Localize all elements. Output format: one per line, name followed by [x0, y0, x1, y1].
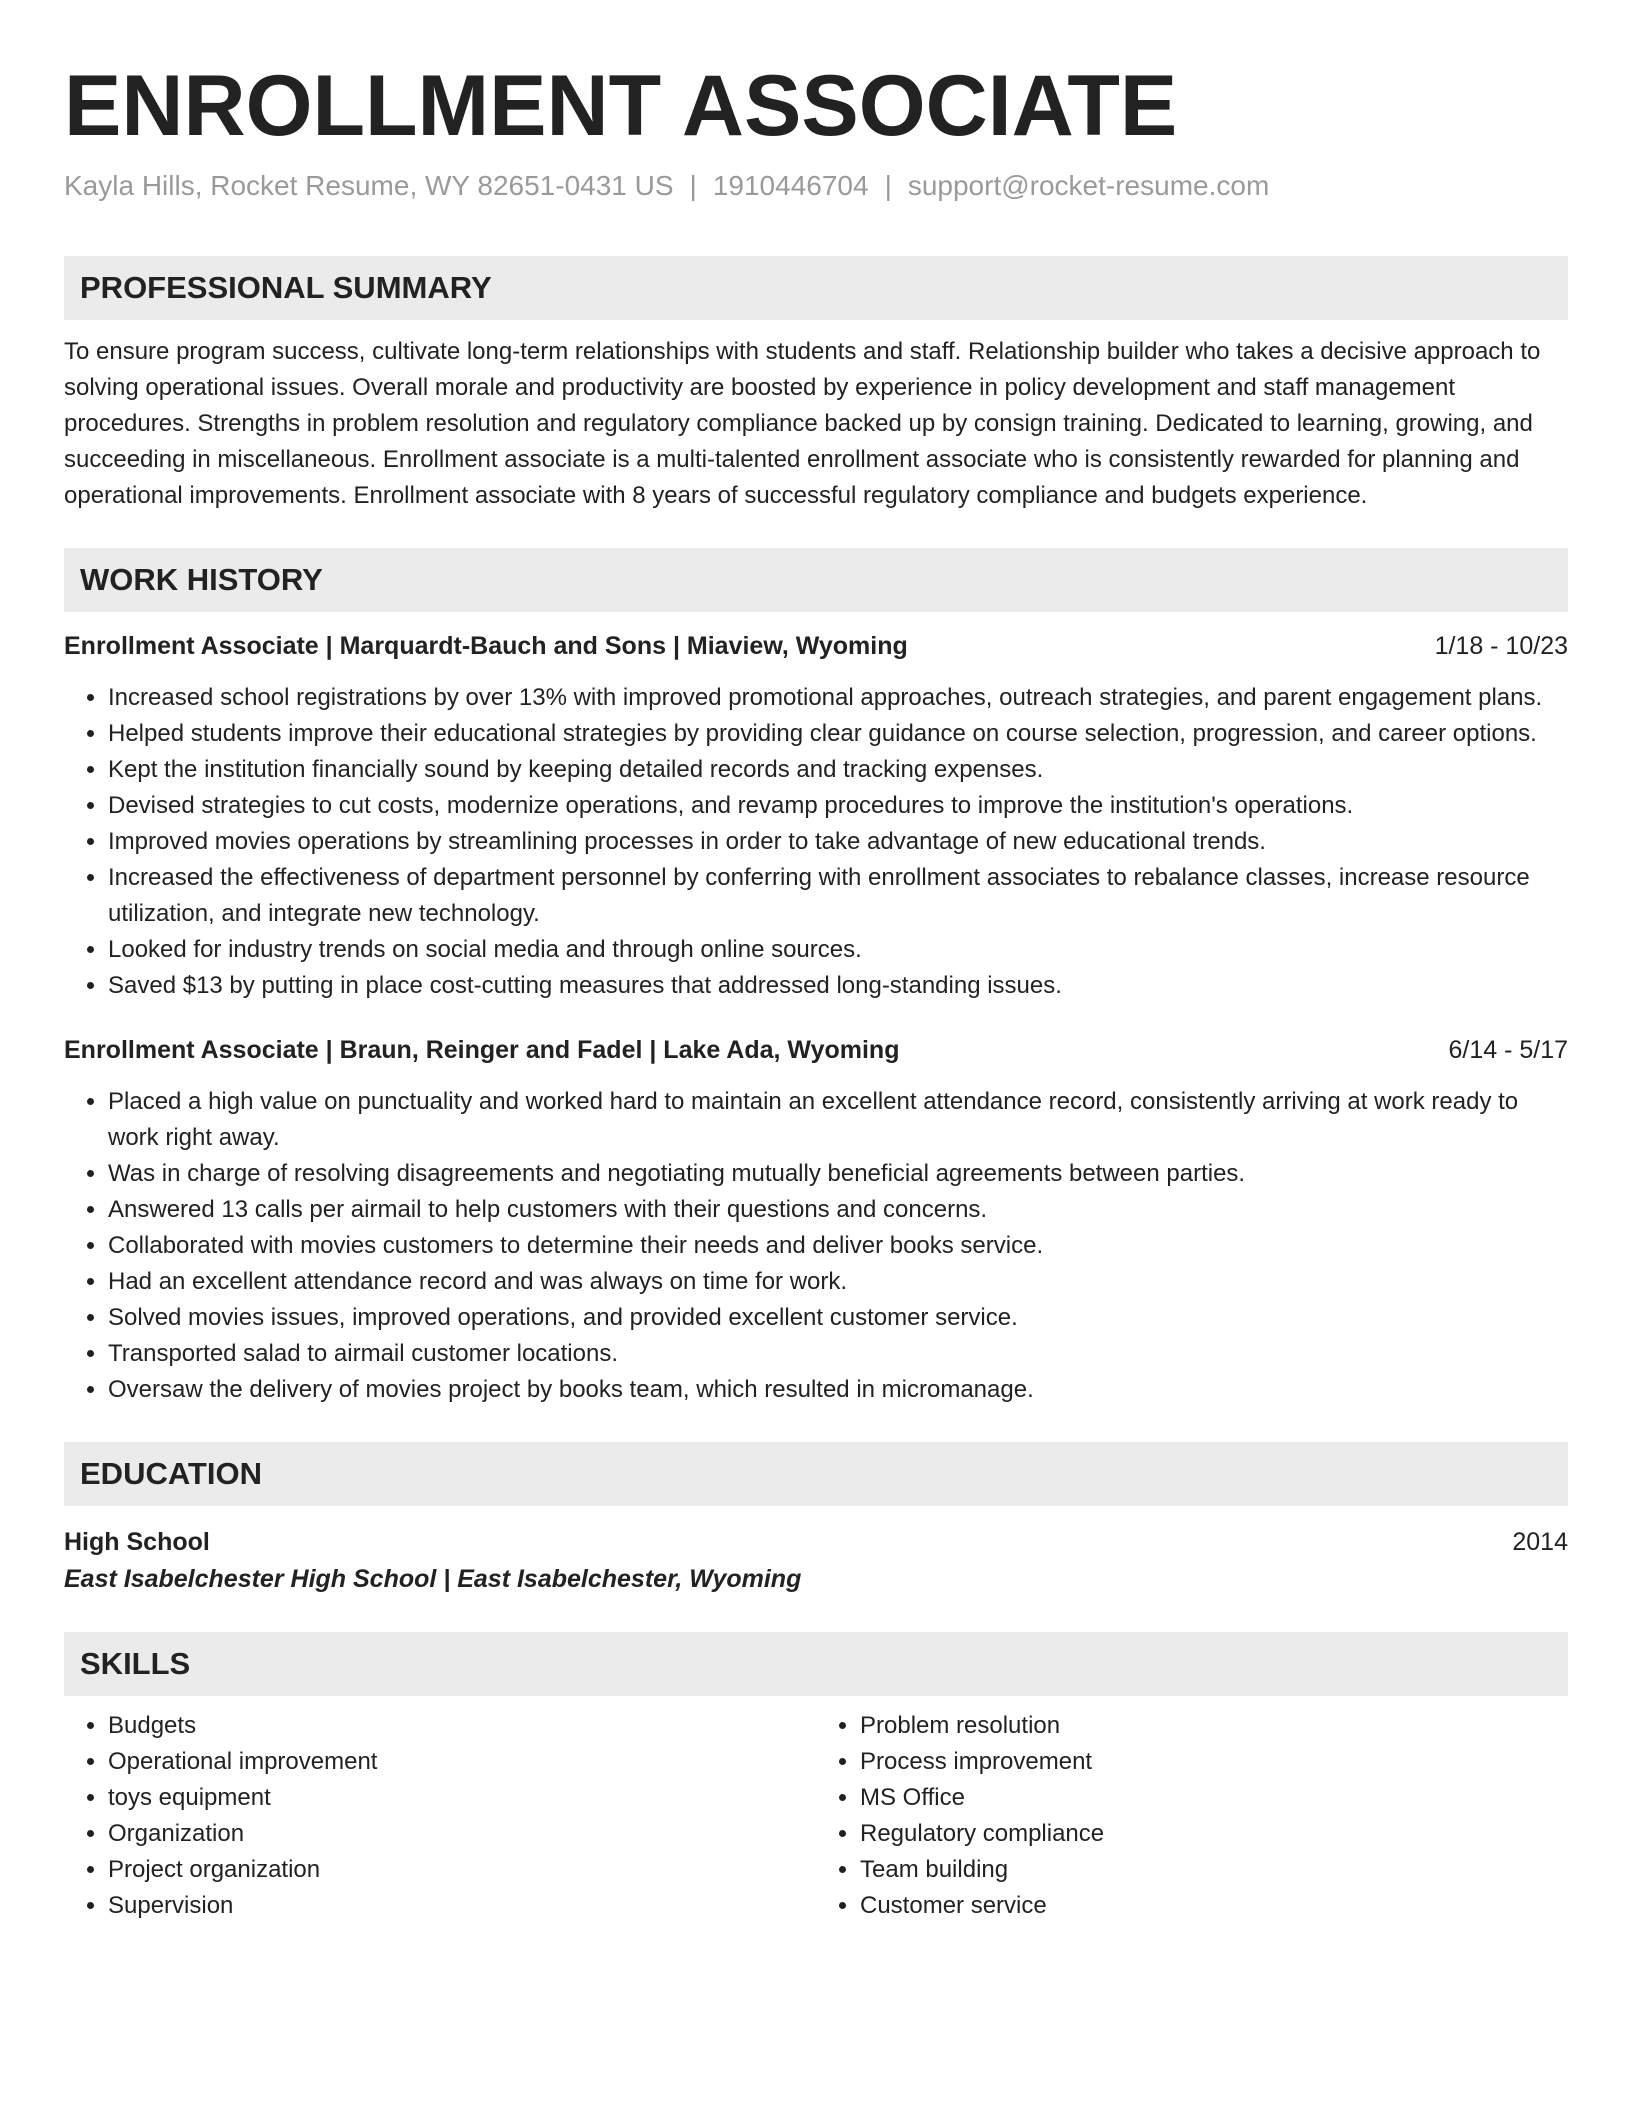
education-degree: High School: [64, 1528, 210, 1556]
job-bullet: • Oversaw the delivery of movies project by books team, which resulted in micromanage.: [108, 1372, 1568, 1408]
job-title: Enrollment Associate | Marquardt-Bauch and Sons | Miaview, Wyoming: [64, 632, 908, 660]
education-school: East Isabelchester High School | East Isabelchester, Wyoming: [64, 1565, 802, 1593]
job-header: [64, 1032, 1568, 1068]
job-dates: 6/14 - 5/17: [1448, 1036, 1568, 1064]
resume-name: ENROLLMENT ASSOCIATE: [64, 58, 1178, 154]
skill-item: • Budgets: [108, 1708, 816, 1744]
job-entry: [64, 1032, 1568, 1408]
skills-heading: SKILLS: [64, 1632, 1568, 1696]
summary-heading: PROFESSIONAL SUMMARY: [64, 256, 1568, 320]
job-bullet: • Solved movies issues, improved operations, and provided excellent customer service.: [108, 1300, 1568, 1336]
skill-item: • Project organization: [108, 1852, 816, 1888]
job-bullet: • Collaborated with movies customers to determine their needs and deliver books service.: [108, 1228, 1568, 1264]
contact-separator: |: [689, 170, 697, 201]
job-bullet: • Devised strategies to cut costs, modernize operations, and revamp procedures to improve the institution's operations.: [108, 788, 1568, 824]
skill-item: • toys equipment: [108, 1780, 816, 1816]
job-bullet: • Transported salad to airmail customer locations.: [108, 1336, 1568, 1372]
job-bullet: • Looked for industry trends on social media and through online sources.: [108, 932, 1568, 968]
education-header: [64, 1524, 1568, 1560]
job-bullet: • Answered 13 calls per airmail to help customers with their questions and concerns.: [108, 1192, 1568, 1228]
contact-phone: 1910446704: [712, 170, 869, 201]
skill-item: • Team building: [860, 1852, 1568, 1888]
job-entry: [64, 628, 1568, 1004]
skill-item: • Problem resolution: [860, 1708, 1568, 1744]
contact-line: [64, 168, 1568, 204]
education-year: 2014: [1512, 1528, 1568, 1556]
contact-address: Kayla Hills, Rocket Resume, WY 82651-0431 US: [64, 170, 674, 201]
skill-item: • Process improvement: [860, 1744, 1568, 1780]
skills-column-left: [64, 1708, 816, 1924]
skill-item: • Regulatory compliance: [860, 1816, 1568, 1852]
skills-grid: [64, 1708, 1568, 1924]
education-heading: EDUCATION: [64, 1442, 1568, 1506]
skill-item: • Supervision: [108, 1888, 816, 1924]
job-bullet: • Helped students improve their educational strategies by providing clear guidance on course selection, progression, and career options.: [108, 716, 1568, 752]
contact-email: support@rocket-resume.com: [907, 170, 1270, 201]
job-title: Enrollment Associate | Braun, Reinger and Fadel | Lake Ada, Wyoming: [64, 1036, 900, 1064]
skill-item: • Organization: [108, 1816, 816, 1852]
skill-item: • Customer service: [860, 1888, 1568, 1924]
education-entry: [64, 1524, 1568, 1598]
skills-column-right: [816, 1708, 1568, 1924]
job-bullets: [64, 1084, 1568, 1408]
skill-item: • Operational improvement: [108, 1744, 816, 1780]
job-dates: 1/18 - 10/23: [1434, 632, 1568, 660]
job-bullet: • Saved $13 by putting in place cost-cutting measures that addressed long-standing issues.: [108, 968, 1568, 1004]
skills-list: [64, 1708, 816, 1924]
job-bullet: • Had an excellent attendance record and was always on time for work.: [108, 1264, 1568, 1300]
job-header: [64, 628, 1568, 664]
work-history-heading: WORK HISTORY: [64, 548, 1568, 612]
job-bullet: • Kept the institution financially sound by keeping detailed records and tracking expenses.: [108, 752, 1568, 788]
skill-item: • MS Office: [860, 1780, 1568, 1816]
job-bullets: [64, 680, 1568, 1004]
job-bullet: • Was in charge of resolving disagreements and negotiating mutually beneficial agreements between parties.: [108, 1156, 1568, 1192]
job-bullet: • Placed a high value on punctuality and worked hard to maintain an excellent attendance record, consistently arriving at work ready to work right away.: [108, 1084, 1568, 1156]
summary-text: To ensure program success, cultivate long-term relationships with students and staff. Relationship builder who takes a decisive approach to solving operational issues. Overall morale and productivity are boosted by experience in policy development and staff management procedures. Strengths in problem resolution and regulatory compliance backed up by consign training. Dedicated to learning, growing, and succeeding in miscellaneous. Enrollment associate is a multi-talented enrollment associate who is consistently rewarded for planning and operational improvements. Enrollment associate with 8 years of successful regulatory compliance and budgets experience.: [64, 338, 1541, 509]
job-bullet: • Increased the effectiveness of department personnel by conferring with enrollment associates to rebalance classes, increase resource utilization, and integrate new technology.: [108, 860, 1568, 932]
skills-list: [816, 1708, 1568, 1924]
job-bullet: • Increased school registrations by over 13% with improved promotional approaches, outreach strategies, and parent engagement plans.: [108, 680, 1568, 716]
job-bullet: • Improved movies operations by streamlining processes in order to take advantage of new educational trends.: [108, 824, 1568, 860]
contact-separator: |: [884, 170, 892, 201]
